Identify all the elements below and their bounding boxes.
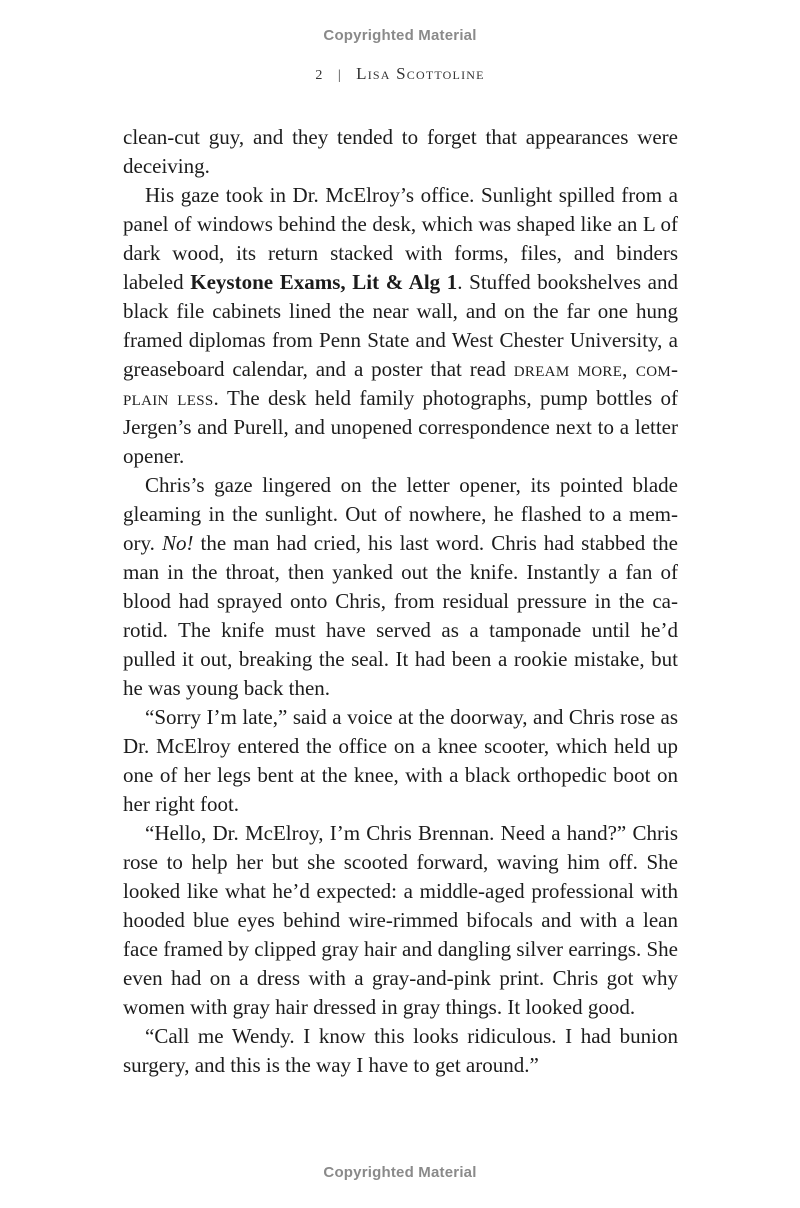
- text-run: The desk held family photographs, pump bottles of Jergen’s and Purell, and unopened correspondence next to a letter opener.: [123, 386, 678, 468]
- page-number: 2: [315, 68, 324, 83]
- text-run: Chris’s gaze lingered on the letter opener, its pointed blade gleaming in the sunlight. Out of nowhere, he flashed to a memory.: [123, 473, 678, 555]
- paragraph: “Call me Wendy. I know this looks ridiculous. I had bunion surgery, and this is the way I have to get around.”: [123, 1024, 678, 1077]
- copyright-watermark-top: Copyrighted Material: [323, 27, 477, 44]
- text-run: . Stuffed bookshelves and black file cabinets lined the near wall, and on the far one hung framed diplomas from Penn State and West Chester University, a greaseboard calendar, and a poster that read: [123, 270, 678, 381]
- author-name: Lisa Scottoline: [356, 64, 485, 83]
- running-head: [0, 64, 800, 84]
- paragraph-continued: clean-cut guy, and they tended to forget that appearances were deceiving.: [123, 125, 678, 178]
- header-separator: |: [337, 68, 343, 83]
- paragraph: [123, 181, 678, 471]
- paragraph: “Sorry I’m late,” said a voice at the doorway, and Chris rose as Dr. McElroy entered the office on a knee scooter, which held up one of her legs bent at the knee, with a black orthopedic boot on her right foot.: [123, 705, 678, 816]
- paragraph: “Hello, Dr. McElroy, I’m Chris Brennan. Need a hand?” Chris rose to help her but she scooted forward, waving him off. She looked like what he’d expected: a middle-aged professional with hooded blue eyes behind wire-rimmed bifocals and with a lean face framed by clipped gray hair and dangling silver earrings. She even had on a dress with a gray-and-pink print. Chris got why women with gray hair dressed in gray things. It looked good.: [123, 821, 678, 1019]
- bold-text: Keystone Exams, Lit & Alg 1: [190, 270, 458, 294]
- paragraph: [123, 471, 678, 703]
- italic-text: No!: [161, 531, 194, 555]
- copyright-watermark-bottom: Copyrighted Material: [323, 1164, 477, 1181]
- body-text: [123, 123, 678, 1080]
- text-run: His gaze took in Dr. McElroy’s office. Sunlight spilled from a panel of windows behind the desk, which was shaped like an L of dark wood, its return stacked with forms, files, and binders labeled: [123, 183, 678, 294]
- text-run: the man had cried, his last word. Chris had stabbed the man in the throat, then yanked out the knife. Instantly a fan of blood had sprayed onto Chris, from residual pressure in the carotid. The knife must have served as a tamponade until he’d pulled it out, breaking the seal. It had been a rookie mistake, but he was young back then.: [123, 531, 678, 700]
- small-caps-text: dream more, complain less.: [123, 357, 678, 410]
